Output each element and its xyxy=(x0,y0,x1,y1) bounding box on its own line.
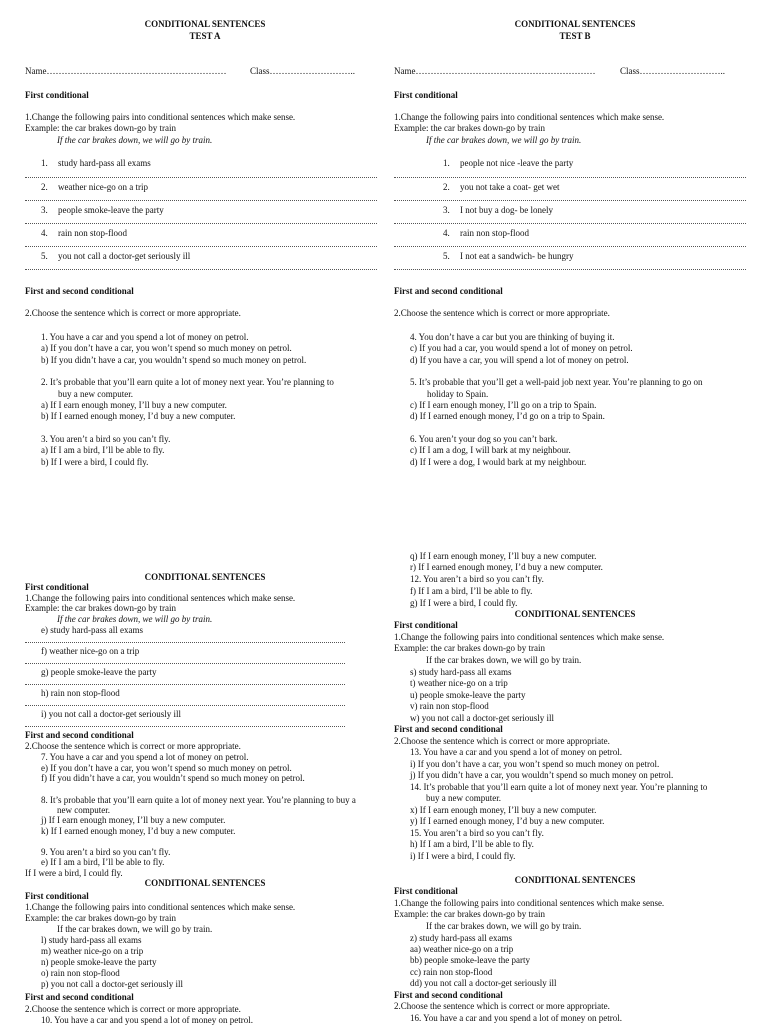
option[interactable]: e) If you don’t have a car, you won’t spend so much money on petrol. xyxy=(41,763,292,773)
option[interactable]: a) If I am a bird, I’ll be able to fly. xyxy=(41,445,165,456)
pair-text: people smoke-leave the party xyxy=(58,205,164,215)
option[interactable]: x) If I earn enough money, I’ll buy a new computer. xyxy=(410,805,597,815)
test-b-class-field[interactable]: Class……………………….. xyxy=(620,66,726,76)
list-item: aa) weather nice-go on a trip xyxy=(410,944,514,954)
list-item: q) If I earn enough money, I’ll buy a new computer. xyxy=(410,551,597,561)
question: 14. It’s probable that you’ll earn quite a lot of money next year. You’re planning to xyxy=(410,782,708,792)
list-item: z) study hard-pass all exams xyxy=(410,933,512,943)
option[interactable]: c) If I earn enough money, I’ll go on a trip to Spain. xyxy=(410,400,597,411)
list-item: v) rain non stop-flood xyxy=(410,701,489,711)
option[interactable]: j) If I earn enough money, I’ll buy a new computer. xyxy=(41,815,226,825)
test-b-example: Example: the car brakes down-go by train xyxy=(394,123,545,133)
list-item: t) weather nice-go on a trip xyxy=(410,678,508,688)
pair-text: you not call a doctor-get seriously ill xyxy=(58,251,191,261)
pair-text: rain non stop-flood xyxy=(460,228,529,238)
answer-line[interactable] xyxy=(25,223,377,224)
right-mid-second-heading: First and second conditional xyxy=(394,724,503,734)
answer-line[interactable] xyxy=(25,269,377,270)
question: 15. You aren’t a bird so you can’t fly. xyxy=(410,828,544,838)
left-mid-second-heading: First and second conditional xyxy=(25,730,134,740)
option[interactable]: c) If you had a car, you would spend a lot of money on petrol. xyxy=(410,343,633,354)
pair-text: people not nice -leave the party xyxy=(460,158,574,168)
left-bottom-task1: 1.Change the following pairs into conditional sentences which make sense. xyxy=(25,902,296,912)
right-bottom-title: CONDITIONAL SENTENCES xyxy=(514,875,636,885)
question: 2. It’s probable that you’ll earn quite a lot of money next year. You’re planning to xyxy=(41,377,334,388)
pair-num: 4. xyxy=(443,228,450,238)
list-item: s) study hard-pass all exams xyxy=(410,667,512,677)
left-mid-task1: 1.Change the following pairs into conditional sentences which make sense. xyxy=(25,593,296,603)
pair-text: weather nice-go on a trip xyxy=(58,182,148,192)
question: 5. It’s probable that you’ll get a well-paid job next year. You’re planning to go on xyxy=(410,377,703,388)
option[interactable]: If I were a bird, I could fly. xyxy=(25,868,123,878)
left-mid-title: CONDITIONAL SENTENCES xyxy=(144,572,266,582)
test-b-questions xyxy=(410,332,702,468)
right-mid-task1: 1.Change the following pairs into conditional sentences which make sense. xyxy=(394,632,665,642)
test-b-second-heading: First and second conditional xyxy=(394,286,503,296)
option[interactable]: i) If you don’t have a car, you won’t spend so much money on petrol. xyxy=(410,759,660,769)
answer-line[interactable] xyxy=(25,684,345,685)
test-b-subtitle: TEST B xyxy=(559,31,591,41)
test-b-name-field[interactable]: Name…………………………………………………… xyxy=(394,66,596,76)
pair-item: h) rain non stop-flood xyxy=(41,688,120,698)
test-a-questions xyxy=(41,332,334,468)
option[interactable]: e) If I am a bird, I’ll be able to fly. xyxy=(41,857,165,867)
test-a-task2: 2.Choose the sentence which is correct or more appropriate. xyxy=(25,308,241,318)
right-mid-example: Example: the car brakes down-go by train xyxy=(394,643,545,653)
left-bottom-task2: 2.Choose the sentence which is correct or more appropriate. xyxy=(25,1004,241,1014)
answer-line[interactable] xyxy=(25,177,377,178)
question: 16. You have a car and you spend a lot of money on petrol. xyxy=(410,1013,622,1023)
test-a-class-field[interactable]: Class……………………….. xyxy=(250,66,356,76)
pair-text: you not take a coat- get wet xyxy=(460,182,560,192)
right-bottom-first-heading: First conditional xyxy=(394,886,458,896)
option[interactable]: h) If I am a bird, I’ll be able to fly. xyxy=(410,839,534,849)
option[interactable]: k) If I earned enough money, I’d buy a new computer. xyxy=(41,826,236,836)
list-item: f) If I am a bird, I’ll be able to fly. xyxy=(410,586,533,596)
pair-num: 1. xyxy=(41,158,48,168)
pair-num: 5. xyxy=(41,251,48,261)
list-item: g) If I were a bird, I could fly. xyxy=(410,598,518,608)
option[interactable]: c) If I am a dog, I will bark at my neighbour. xyxy=(410,445,571,456)
answer-line[interactable] xyxy=(25,705,345,706)
option[interactable]: b) If I were a bird, I could fly. xyxy=(41,456,149,467)
right-mid-example-answer: If the car brakes down, we will go by train. xyxy=(426,655,582,665)
test-a-name-field[interactable]: Name…………………………………………………… xyxy=(25,66,227,76)
test-b-task1: 1.Change the following pairs into conditional sentences which make sense. xyxy=(394,112,665,122)
test-b-task2: 2.Choose the sentence which is correct or more appropriate. xyxy=(394,308,610,318)
test-a-title: CONDITIONAL SENTENCES xyxy=(144,19,266,29)
pair-num: 3. xyxy=(443,205,450,215)
option[interactable]: d) If you have a car, you will spend a lot of money on petrol. xyxy=(410,354,629,365)
option[interactable]: a) If you don’t have a car, you won’t spend so much money on petrol. xyxy=(41,343,292,354)
option[interactable]: y) If I earned enough money, I’d buy a new computer. xyxy=(410,816,605,826)
test-a-example-answer: If the car brakes down, we will go by train. xyxy=(57,135,213,145)
right-mid-task2: 2.Choose the sentence which is correct or more appropriate. xyxy=(394,736,610,746)
answer-line[interactable] xyxy=(394,246,746,247)
option[interactable]: d) If I were a dog, I would bark at my neighbour. xyxy=(410,456,587,467)
question-cont: holiday to Spain. xyxy=(427,388,489,399)
question: 13. You have a car and you spend a lot of money on petrol. xyxy=(410,747,622,757)
left-mid-task2: 2.Choose the sentence which is correct or more appropriate. xyxy=(25,741,241,751)
pair-item: e) study hard-pass all exams xyxy=(41,625,143,635)
test-b-example-answer: If the car brakes down, we will go by train. xyxy=(426,135,582,145)
answer-line[interactable] xyxy=(394,269,746,270)
question: 6. You aren’t your dog so you can’t bark. xyxy=(410,433,558,444)
answer-line[interactable] xyxy=(394,177,746,178)
pair-item: g) people smoke-leave the party xyxy=(41,667,157,677)
list-item: l) study hard-pass all exams xyxy=(41,935,142,945)
left-bottom-example-answer: If the car brakes down, we will go by train. xyxy=(57,924,213,934)
question: 8. It’s probable that you’ll earn quite a lot of money next year. You’re planning to buy a xyxy=(41,795,356,805)
right-bottom-second-heading: First and second conditional xyxy=(394,990,503,1000)
option[interactable]: j) If you didn’t have a car, you wouldn’t spend so much money on petrol. xyxy=(410,770,674,780)
question: 7. You have a car and you spend a lot of money on petrol. xyxy=(41,752,249,762)
test-b-title: CONDITIONAL SENTENCES xyxy=(514,19,636,29)
pair-num: 4. xyxy=(41,228,48,238)
pair-num: 2. xyxy=(41,182,48,192)
option[interactable]: b) If you didn’t have a car, you wouldn’t spend so much money on petrol. xyxy=(41,354,307,365)
left-bottom-first-heading: First conditional xyxy=(25,891,89,901)
test-a-subtitle: TEST A xyxy=(189,31,221,41)
question-cont: new computer. xyxy=(57,805,110,815)
answer-line[interactable] xyxy=(25,246,377,247)
test-a-example: Example: the car brakes down-go by train xyxy=(25,123,176,133)
answer-line[interactable] xyxy=(394,223,746,224)
right-bottom-example: Example: the car brakes down-go by train xyxy=(394,909,545,919)
answer-line[interactable] xyxy=(25,726,345,727)
answer-line[interactable] xyxy=(25,642,345,643)
pair-item: i) you not call a doctor-get seriously ill xyxy=(41,709,182,719)
pair-text: I not eat a sandwich- be hungry xyxy=(460,251,574,261)
list-item: w) you not call a doctor-get seriously ill xyxy=(410,713,555,723)
answer-line[interactable] xyxy=(394,200,746,201)
question: 1. You have a car and you spend a lot of money on petrol. xyxy=(41,332,249,342)
list-item: m) weather nice-go on a trip xyxy=(41,946,144,956)
right-mid-title: CONDITIONAL SENTENCES xyxy=(514,609,636,619)
list-item: 12. You aren’t a bird so you can’t fly. xyxy=(410,574,544,584)
list-item: o) rain non stop-flood xyxy=(41,968,120,978)
right-bottom-task1: 1.Change the following pairs into conditional sentences which make sense. xyxy=(394,898,665,908)
answer-line[interactable] xyxy=(25,200,377,201)
right-bottom-task2: 2.Choose the sentence which is correct or more appropriate. xyxy=(394,1001,610,1011)
left-mid-first-heading: First conditional xyxy=(25,582,89,592)
question: 3. You aren’t a bird so you can’t fly. xyxy=(41,433,171,444)
list-item: bb) people smoke-leave the party xyxy=(410,955,530,965)
list-item: u) people smoke-leave the party xyxy=(410,690,526,700)
pair-num: 1. xyxy=(443,158,450,168)
right-bottom-example-answer: If the car brakes down, we will go by train. xyxy=(426,921,582,931)
option[interactable]: f) If you didn’t have a car, you wouldn’t spend so much money on petrol. xyxy=(41,773,305,783)
question: 10. You have a car and you spend a lot of money on petrol. xyxy=(41,1015,253,1025)
pair-num: 5. xyxy=(443,251,450,261)
pair-num: 3. xyxy=(41,205,48,215)
left-mid-example: Example: the car brakes down-go by train xyxy=(25,603,176,613)
option[interactable]: a) If I earn enough money, I’ll buy a new computer. xyxy=(41,400,227,411)
option[interactable]: b) If I earned enough money, I’d buy a new computer. xyxy=(41,411,236,422)
test-a-second-heading: First and second conditional xyxy=(25,286,134,296)
list-item: dd) you not call a doctor-get seriously ill xyxy=(410,978,557,988)
test-a-task1: 1.Change the following pairs into conditional sentences which make sense. xyxy=(25,112,296,122)
list-item: cc) rain non stop-flood xyxy=(410,967,493,977)
question-cont: buy a new computer. xyxy=(58,388,133,399)
pair-text: study hard-pass all exams xyxy=(58,158,151,168)
question: 4. You don’t have a car but you are thinking of buying it. xyxy=(410,332,615,342)
pair-text: I not buy a dog- be lonely xyxy=(460,205,553,215)
left-bottom-second-heading: First and second conditional xyxy=(25,992,134,1002)
list-item: r) If I earned enough money, I’d buy a new computer. xyxy=(410,562,603,572)
left-mid-example-answer: If the car brakes down, we will go by train. xyxy=(57,614,213,624)
option[interactable]: d) If I earned enough money, I’d go on a trip to Spain. xyxy=(410,411,605,422)
list-item: n) people smoke-leave the party xyxy=(41,957,157,967)
pair-num: 2. xyxy=(443,182,450,192)
right-mid-first-heading: First conditional xyxy=(394,620,458,630)
left-bottom-title: CONDITIONAL SENTENCES xyxy=(144,878,266,888)
pair-text: rain non stop-flood xyxy=(58,228,127,238)
test-a-first-conditional-heading: First conditional xyxy=(25,90,89,100)
test-b-first-conditional-heading: First conditional xyxy=(394,90,458,100)
question: 9. You aren’t a bird so you can’t fly. xyxy=(41,847,171,857)
option[interactable]: i) If I were a bird, I could fly. xyxy=(410,851,516,861)
question-cont: buy a new computer. xyxy=(426,793,501,803)
answer-line[interactable] xyxy=(25,663,345,664)
pair-item: f) weather nice-go on a trip xyxy=(41,646,140,656)
list-item: p) you not call a doctor-get seriously ill xyxy=(41,979,184,989)
left-bottom-example: Example: the car brakes down-go by train xyxy=(25,913,176,923)
